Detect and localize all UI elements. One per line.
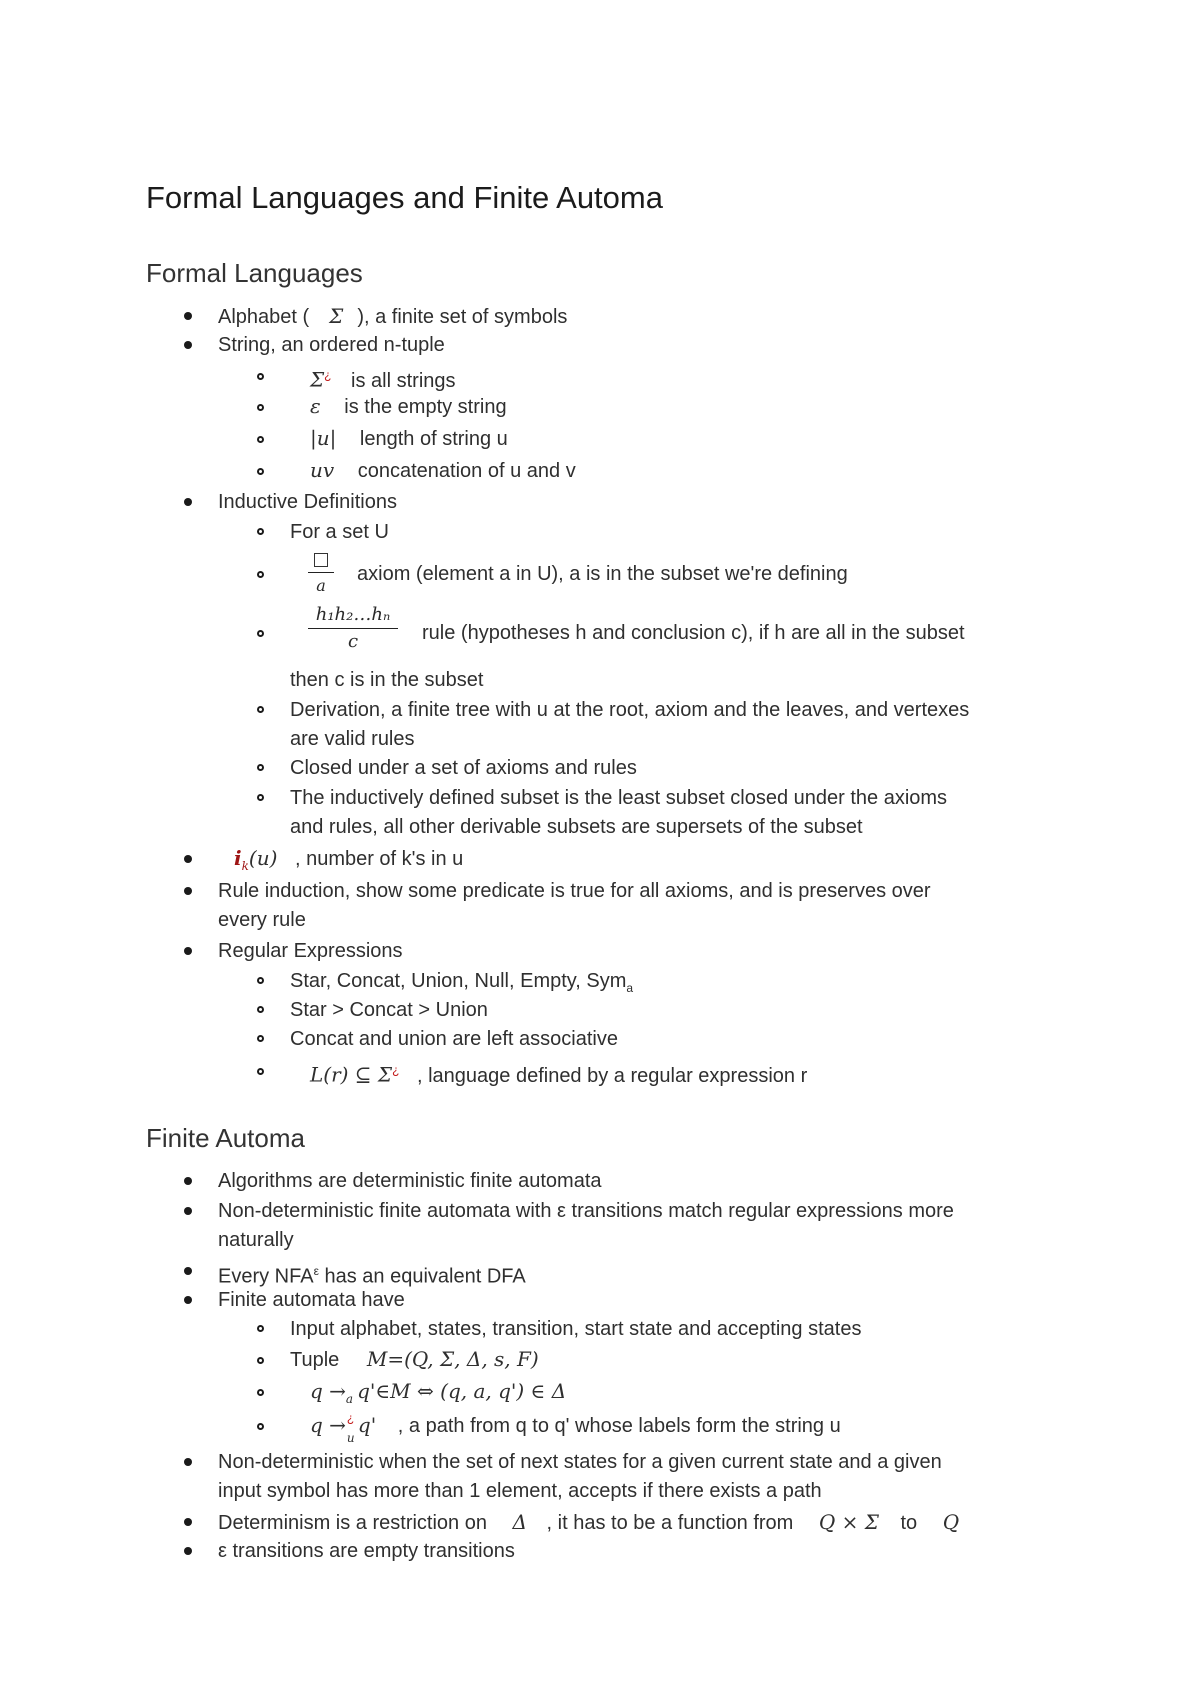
- list-item-non-deterministic-continued: input symbol has more than 1 element, accepts if there exists a path: [218, 1480, 822, 1502]
- list-item-nfa-continued: naturally: [218, 1229, 294, 1251]
- list-item-regex-language: L(r) ⊆ Σ¿ , language defined by a regular expression r: [310, 1062, 808, 1087]
- list-item-inductive-definitions: Inductive Definitions: [218, 491, 397, 513]
- list-item-regex-associativity: Concat and union are left associative: [290, 1028, 618, 1050]
- list-item-concatenation: uv concatenation of u and v: [310, 458, 576, 482]
- list-item-regular-expressions: Regular Expressions: [218, 940, 403, 962]
- bullet-icon: [184, 498, 192, 506]
- circle-bullet-icon: [257, 404, 264, 411]
- bullet-icon: [184, 1296, 192, 1304]
- list-item-count: $i_k(u)$ , number of k's in u: [234, 846, 464, 873]
- bullet-icon: [184, 1458, 192, 1466]
- list-item-empty-string: ε is the empty string: [310, 394, 507, 418]
- empty-box-icon: [314, 553, 328, 567]
- list-item-determinism: Determinism is a restriction on Δ , it has to be a function from Q × Σ to Q: [218, 1510, 960, 1534]
- list-item-for-a-set: For a set U: [290, 521, 389, 543]
- list-item-alphabet: Alphabet ( Σ ), a finite set of symbols: [218, 304, 568, 328]
- bullet-icon: [184, 1267, 192, 1275]
- list-item-rule-induction-continued: every rule: [218, 909, 306, 931]
- list-item-length: |u| length of string u: [310, 426, 508, 450]
- list-item-finite-automata-have: Finite automata have: [218, 1289, 405, 1311]
- list-item-epsilon-transitions: ε transitions are empty transitions: [218, 1540, 515, 1562]
- list-item-rule-continued: then c is in the subset: [290, 669, 484, 691]
- bullet-icon: [184, 855, 192, 863]
- circle-bullet-icon: [257, 373, 264, 380]
- list-item-derivation-continued: are valid rules: [290, 728, 415, 750]
- circle-bullet-icon: [257, 1068, 264, 1075]
- list-item-rule: rule (hypotheses h and conclusion c), if h are all in the subset: [422, 622, 965, 644]
- circle-bullet-icon: [257, 1423, 264, 1430]
- list-item-every-nfa: Every $NFA^\varepsilon$ has an equivalent DFA: [218, 1264, 526, 1288]
- list-item-all-strings: Σ¿ is all strings: [310, 367, 456, 392]
- rule-fraction: $\frac{\text{h₁h₂…hₙ}}{c}$: [308, 604, 398, 653]
- list-item-string: String, an ordered n-tuple: [218, 334, 445, 356]
- list-item-regex-types: Star, Concat, Union, Null, Empty, Sym$_a$: [290, 970, 634, 995]
- page-title: Formal Languages and Finite Automa: [146, 180, 663, 215]
- list-item-derivation: Derivation, a finite tree with u at the root, axiom and the leaves, and vertexes: [290, 699, 970, 721]
- bullet-icon: [184, 1518, 192, 1526]
- circle-bullet-icon: [257, 764, 264, 771]
- circle-bullet-icon: [257, 794, 264, 801]
- list-item-regex-precedence: Star > Concat > Union: [290, 999, 488, 1021]
- circle-bullet-icon: [257, 1357, 264, 1364]
- circle-bullet-icon: [257, 1035, 264, 1042]
- list-item-transition-relation: $q \to_a$ q'∈M ⇔ (q, a, q') ∈ Δ: [310, 1379, 567, 1406]
- circle-bullet-icon: [257, 468, 264, 475]
- section-heading-formal-languages: Formal Languages: [146, 258, 363, 288]
- list-item-components: Input alphabet, states, transition, start state and accepting states: [290, 1318, 862, 1340]
- list-item-axiom: axiom (element a in U), a is in the subset we're defining: [357, 563, 848, 585]
- circle-bullet-icon: [257, 1006, 264, 1013]
- circle-bullet-icon: [257, 1325, 264, 1332]
- bullet-icon: [184, 1177, 192, 1185]
- axiom-fraction: a: [308, 548, 334, 597]
- list-item-non-deterministic: Non-deterministic when the set of next states for a given current state and a given: [218, 1451, 942, 1473]
- list-item-inductively-defined: The inductively defined subset is the least subset closed under the axioms: [290, 787, 948, 809]
- circle-bullet-icon: [257, 571, 264, 578]
- circle-bullet-icon: [257, 977, 264, 984]
- bullet-icon: [184, 1207, 192, 1215]
- bullet-icon: [184, 341, 192, 349]
- list-item-algorithms: Algorithms are deterministic finite automata: [218, 1170, 602, 1192]
- circle-bullet-icon: [257, 436, 264, 443]
- list-item-closed: Closed under a set of axioms and rules: [290, 757, 637, 779]
- list-item-tuple: Tuple M=(Q, Σ, Δ, s, F): [290, 1347, 539, 1371]
- list-item-inductively-defined-continued: and rules, all other derivable subsets are supersets of the subset: [290, 816, 863, 838]
- circle-bullet-icon: [257, 630, 264, 637]
- list-item-nfa: Non-deterministic finite automata with ε transitions match regular expressions more: [218, 1200, 954, 1222]
- circle-bullet-icon: [257, 706, 264, 713]
- bullet-icon: [184, 1547, 192, 1555]
- bullet-icon: [184, 947, 192, 955]
- bullet-icon: [184, 312, 192, 320]
- section-heading-finite-automa: Finite Automa: [146, 1123, 305, 1153]
- circle-bullet-icon: [257, 528, 264, 535]
- circle-bullet-icon: [257, 1389, 264, 1396]
- list-item-path: q → ¿ u q' , a path from q to q' whose labels form the string u: [310, 1411, 841, 1445]
- bullet-icon: [184, 887, 192, 895]
- list-item-rule-induction: Rule induction, show some predicate is true for all axioms, and is preserves over: [218, 880, 931, 902]
